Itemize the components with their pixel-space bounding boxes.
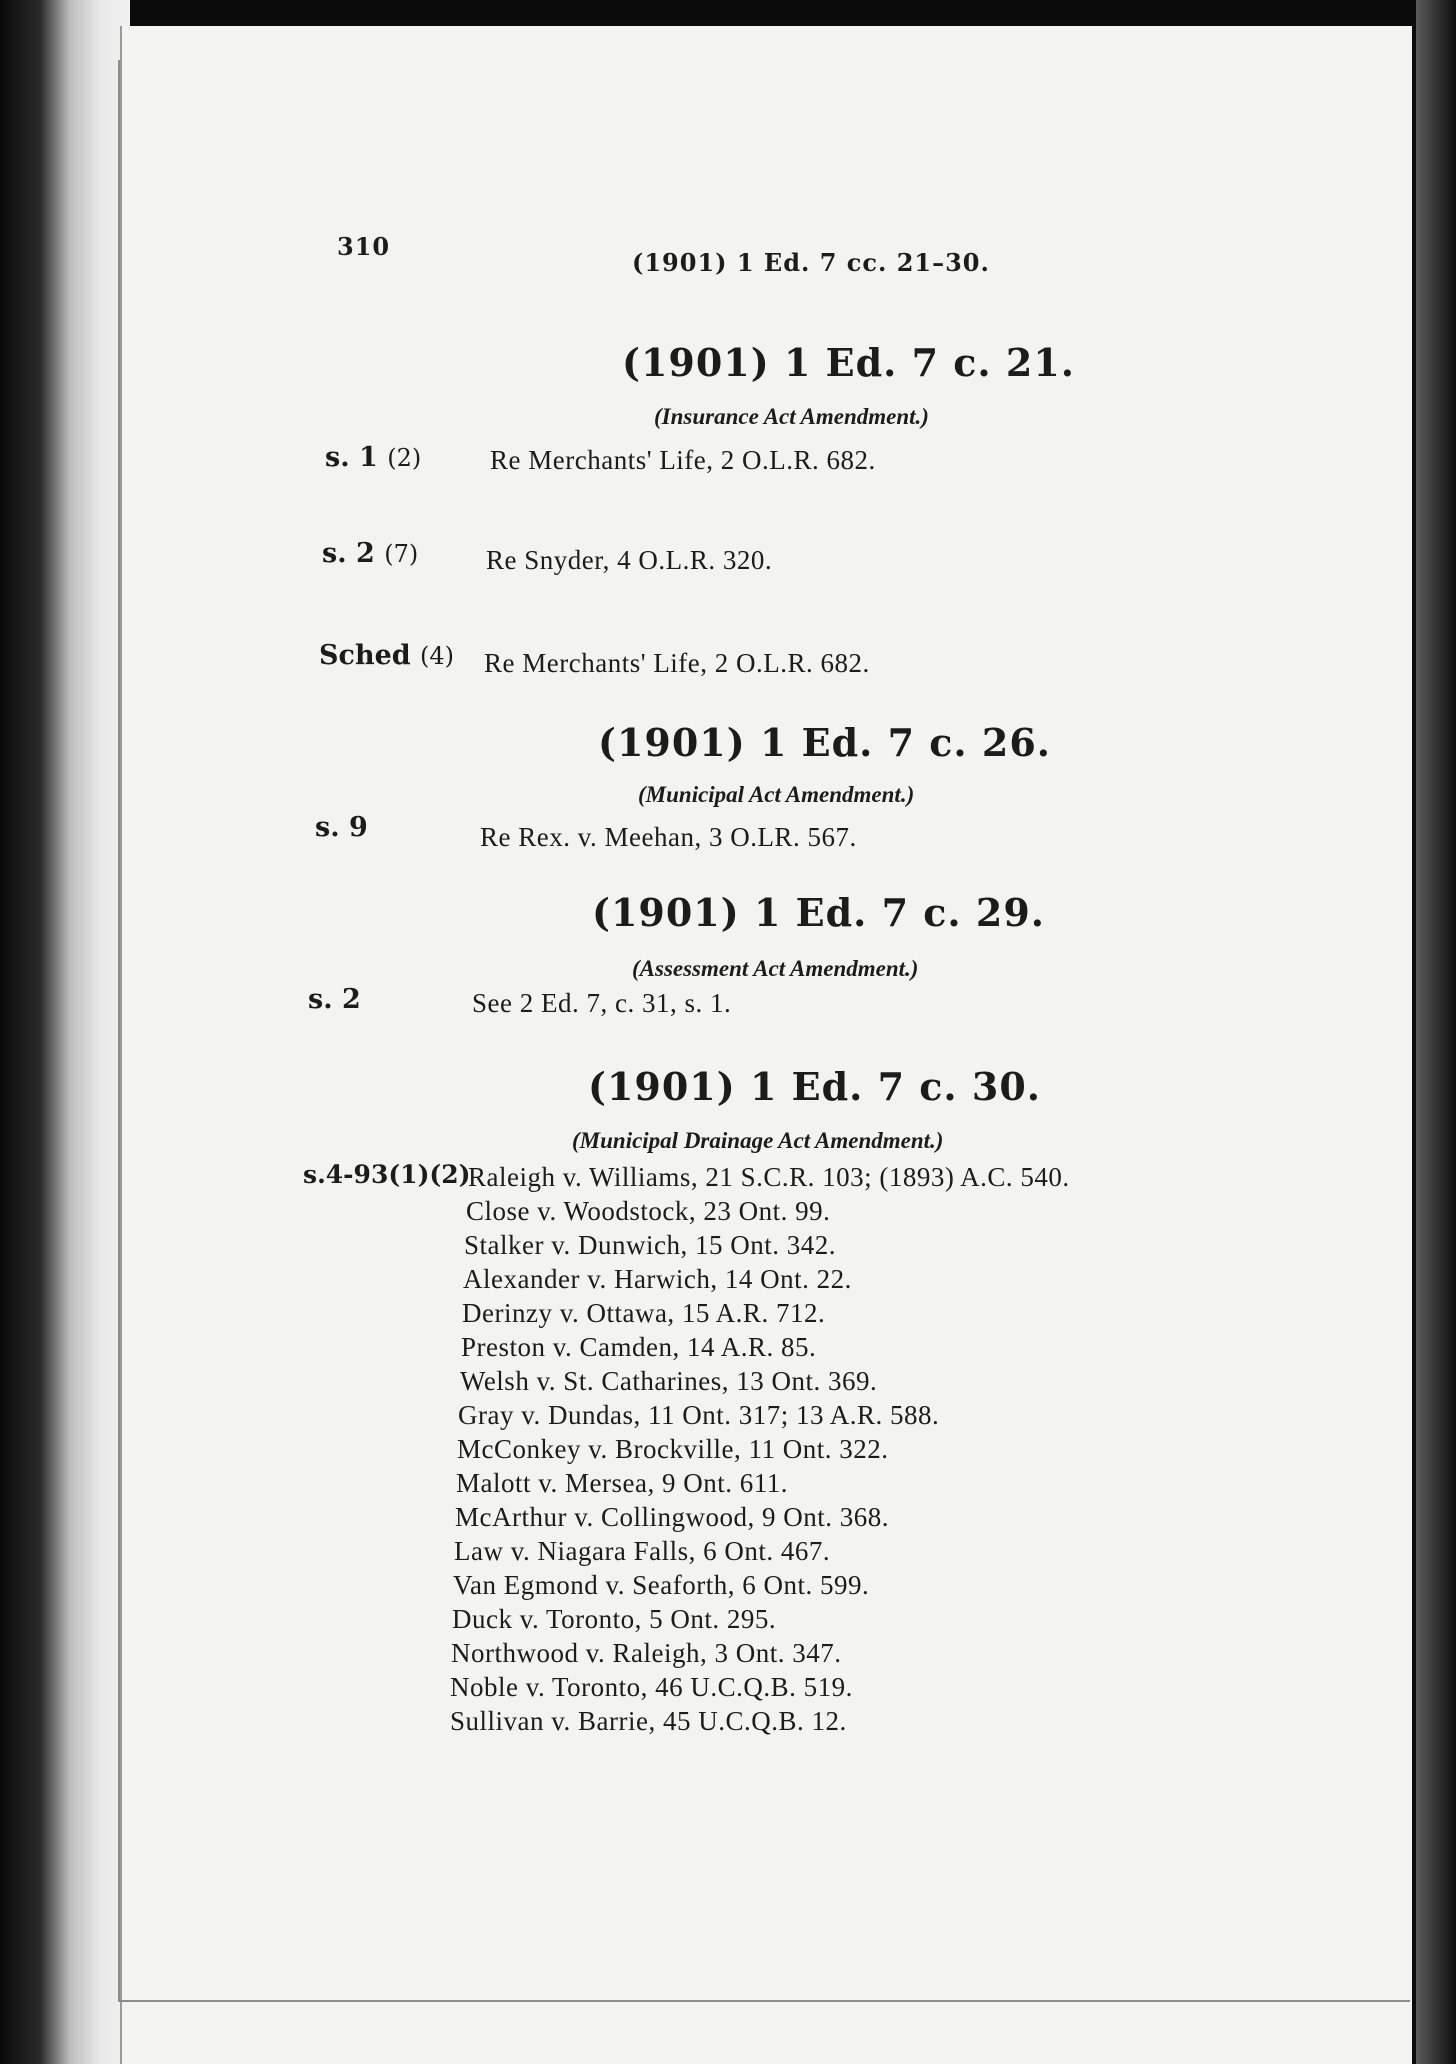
section-number: s. 2 — [322, 538, 375, 569]
list-item: Malott v. Mersea, 9 Ont. 611. — [456, 1468, 788, 1498]
book-binding-shadow — [0, 0, 130, 2064]
page-number: 310 — [337, 232, 391, 261]
list-item: Preston v. Camden, 14 A.R. 85. — [461, 1332, 817, 1362]
list-item: Derinzy v. Ottawa, 15 A.R. 712. — [462, 1298, 826, 1328]
case-citation: See 2 Ed. 7, c. 31, s. 1. — [472, 988, 732, 1018]
list-item: Duck v. Toronto, 5 Ont. 295. — [452, 1604, 777, 1634]
section-number: Sched — [319, 640, 411, 671]
list-item: Northwood v. Raleigh, 3 Ont. 347. — [451, 1638, 842, 1668]
list-item: Law v. Niagara Falls, 6 Ont. 467. — [454, 1536, 831, 1566]
case-citation: Re Merchants' Life, 2 O.L.R. 682. — [484, 648, 870, 678]
case-citation: Re Rex. v. Meehan, 3 O.LR. 567. — [480, 822, 857, 852]
section-ref — [303, 1160, 470, 1189]
section-number: s. 1 — [325, 442, 378, 473]
chapter-subtitle: (Assessment Act Amendment.) — [632, 956, 919, 981]
section-number: s.4-93(1)(2) — [303, 1160, 471, 1189]
chapter-heading: (1901) 1 Ed. 7 c. 26. — [598, 720, 1051, 765]
list-item: Noble v. Toronto, 46 U.C.Q.B. 519. — [450, 1672, 853, 1702]
running-head: (1901) 1 Ed. 7 cc. 21–30. — [632, 248, 990, 277]
section-ref — [315, 812, 368, 843]
section-ref — [325, 442, 421, 473]
chapter-heading: (1901) 1 Ed. 7 c. 29. — [592, 890, 1045, 935]
list-item: Welsh v. St. Catharines, 13 Ont. 369. — [460, 1366, 878, 1396]
chapter-subtitle: (Insurance Act Amendment.) — [654, 404, 929, 429]
chapter-heading: (1901) 1 Ed. 7 c. 30. — [588, 1064, 1041, 1109]
chapter-subtitle: (Municipal Drainage Act Amendment.) — [572, 1128, 944, 1153]
list-item: Sullivan v. Barrie, 45 U.C.Q.B. 12. — [450, 1706, 847, 1736]
section-number: s. 9 — [315, 812, 368, 843]
list-item: Alexander v. Harwich, 14 Ont. 22. — [463, 1264, 852, 1294]
list-item: Gray v. Dundas, 11 Ont. 317; 13 A.R. 588. — [458, 1400, 940, 1430]
chapter-subtitle: (Municipal Act Amendment.) — [638, 782, 915, 807]
case-citation: Raleigh v. Williams, 21 S.C.R. 103; (1893) A.C. 540. — [468, 1162, 1070, 1192]
chapter-heading: (1901) 1 Ed. 7 c. 21. — [622, 340, 1075, 385]
case-citation: Re Merchants' Life, 2 O.L.R. 682. — [490, 445, 876, 475]
list-item: McArthur v. Collingwood, 9 Ont. 368. — [455, 1502, 889, 1532]
section-ref — [322, 538, 418, 569]
list-item: Stalker v. Dunwich, 15 Ont. 342. — [464, 1230, 836, 1260]
case-citation: Re Snyder, 4 O.L.R. 320. — [486, 545, 773, 575]
section-ref — [308, 984, 361, 1015]
subsection-number: (2) — [387, 444, 422, 472]
subsection-number: (7) — [384, 540, 419, 568]
section-number: s. 2 — [308, 984, 361, 1015]
list-item: McConkey v. Brockville, 11 Ont. 322. — [457, 1434, 889, 1464]
scan-right-border — [1416, 0, 1456, 2064]
subsection-number: (4) — [420, 642, 455, 670]
list-item: Van Egmond v. Seaforth, 6 Ont. 599. — [453, 1570, 870, 1600]
list-item: Close v. Woodstock, 23 Ont. 99. — [466, 1196, 831, 1226]
section-ref — [319, 640, 454, 671]
